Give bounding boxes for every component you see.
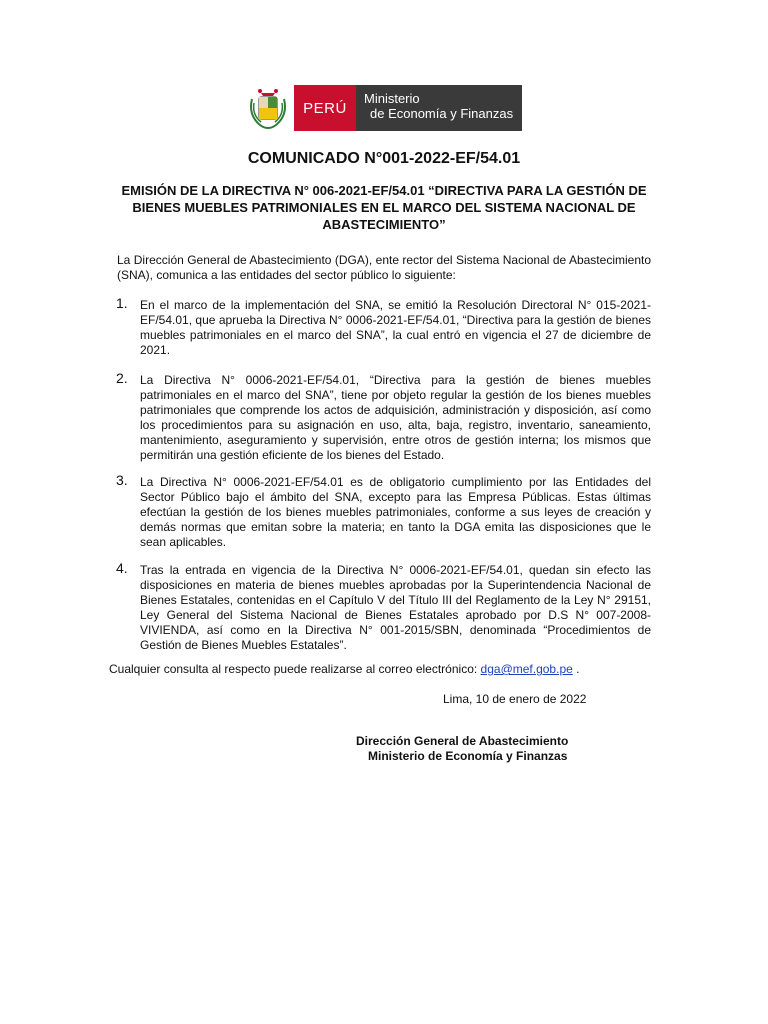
list-item <box>116 370 651 463</box>
list-item <box>116 560 651 653</box>
signature-line-1: Dirección General de Abastecimiento <box>356 734 569 748</box>
list-item-text: Tras la entrada en vigencia de la Directiva N° 0006-2021-EF/54.01, quedan sin efecto las disposiciones en materia de bienes muebles aprobadas por la Superintendencia Nacional de Bienes Estatales, contenidas en el Capítulo V del Título III del Reglamento de la Ley N° 29151, Ley General del Sistema Nacional de Bienes Estatales aprobado por D.S N° 007-2008-VIVIENDA, así como en la Directiva N° 001-2015/SBN, denominada “Procedimientos de Gestión de Bienes Muebles Estatales”. <box>140 563 651 652</box>
list-item-text: En el marco de la implementación del SNA, se emitió la Resolución Directoral N° 015-2021-EF/54.01, que aprueba la Directiva N° 0006-2021-EF/54.01, “Directiva para la gestión de bienes muebles patrimoniales en el marco del SNA”, la cual entró en vigencia el 27 de diciembre de 2021. <box>140 298 651 357</box>
signature-block <box>356 734 596 764</box>
peru-label: PERÚ <box>303 99 347 117</box>
list-item-text: La Directiva N° 0006-2021-EF/54.01, “Directiva para la gestión de bienes muebles patrimoniales en el marco del SNA”, tiene por objeto regular la gestión de los bienes muebles patrimoniales que comprende los actos de adquisición, administración y disposición, así como los procedimientos para su asignación en uso, alta, baja, registro, inventario, saneamiento, mantenimiento, aseguramiento y supervisión, entre otros de gestión interna; los mismos que permitirán una gestión eficiente de los bienes del Estado. <box>140 373 651 462</box>
document-title: COMUNICADO N°001-2022-EF/54.01 <box>247 150 521 167</box>
ministry-header <box>246 85 522 131</box>
document-subtitle: EMISIÓN DE LA DIRECTIVA N° 006-2021-EF/54.01 “DIRECTIVA PARA LA GESTIÓN DE BIENES MUEBLES PATRIMONIALES EN EL MARCO DEL SISTEMA NACIONAL DE ABASTECIMIENTO” <box>121 183 647 232</box>
list-item-number: 2. <box>116 370 128 386</box>
ministry-line-2: de Economía y Finanzas <box>370 106 514 121</box>
intro-paragraph: La Dirección General de Abastecimiento (DGA), ente rector del Sistema Nacional de Abastecimiento (SNA), comunica a las entidades del sector público lo siguiente: <box>117 253 651 282</box>
list-item-number: 3. <box>116 472 128 488</box>
contact-text: Cualquier consulta al respecto puede realizarse al correo electrónico: <box>109 662 478 676</box>
contact-line <box>109 662 579 676</box>
list-item-number: 1. <box>116 295 128 311</box>
ministry-label-box <box>356 85 522 131</box>
peru-label-box <box>294 85 356 131</box>
list-item-text: La Directiva N° 0006-2021-EF/54.01 es de obligatorio cumplimiento por las Entidades del Sector Público bajo el ámbito del SNA, excepto para las Empresa Públicas. Estas últimas efectúan la gestión de los bienes muebles patrimoniales, conforme a sus leyes de creación y demás normas que emitan sobre la materia; en tanto la DGA emita las disposiciones que le sean aplicables. <box>140 475 651 549</box>
ministry-line-1: Ministerio <box>364 91 420 106</box>
list-item <box>116 295 651 358</box>
email-link[interactable]: dga@mef.gob.pe <box>480 662 573 676</box>
signature-line-2: Ministerio de Economía y Finanzas <box>368 749 568 763</box>
list-item-number: 4. <box>116 560 128 576</box>
coat-of-arms-icon <box>246 85 290 131</box>
document-date: Lima, 10 de enero de 2022 <box>443 692 587 706</box>
contact-after: . <box>572 662 580 676</box>
list-item <box>116 472 651 550</box>
